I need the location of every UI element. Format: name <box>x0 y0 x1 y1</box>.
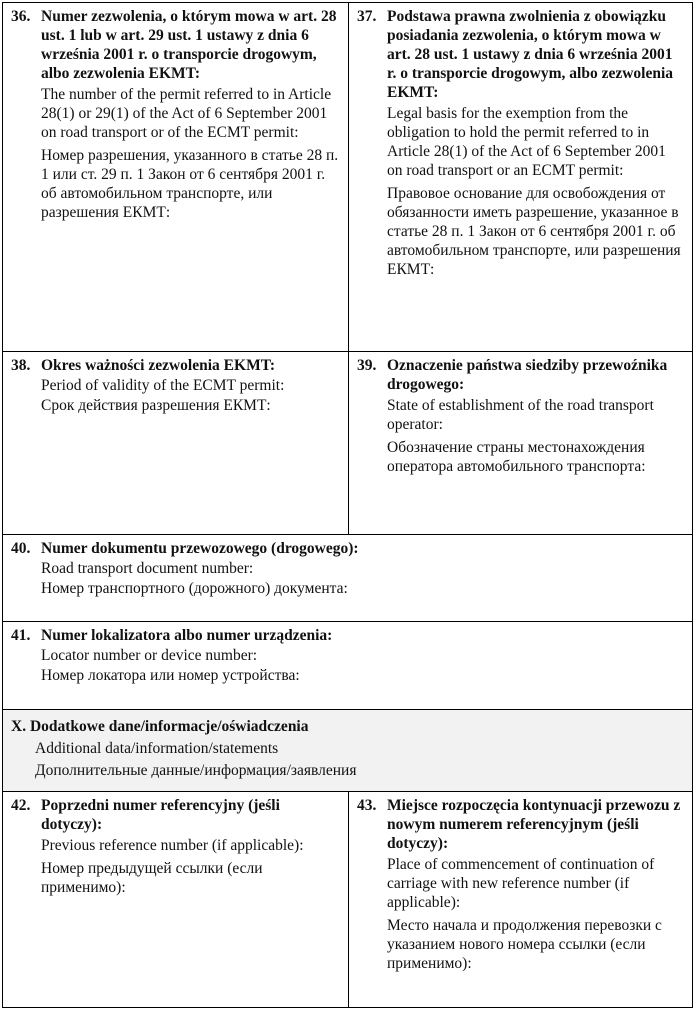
transport-form-page <box>2 2 693 1008</box>
field-39-title-pl: Oznaczenie państwa siedziby przewoźnika drogowego: <box>387 357 668 393</box>
field-36-title-ru: Номер разрешения, указанного в статье 28 п. 1 или ст. 29 п. 1 Закон от 6 сентября 2001 г. об автомобильном транспорте, или разрешения ЕКМТ: <box>41 147 339 221</box>
field-36[interactable] <box>3 3 348 351</box>
field-43-number: 43. <box>357 797 377 814</box>
field-39-title-en: State of establishment of the road transport operator: <box>387 397 654 433</box>
section-x-header <box>3 709 692 791</box>
field-38-number: 38. <box>11 357 31 374</box>
field-36-title-en: The number of the permit referred to in Article 28(1) or 29(1) of the Act of 6 September 2001 on road transport or of the ECMT permit: <box>41 86 332 141</box>
field-40-title-ru: Номер транспортного (дорожного) документа: <box>41 580 348 597</box>
field-37-number: 37. <box>357 8 377 25</box>
field-37-title-ru: Правовое основание для освобождения от обязанности иметь разрешение, указанное в статье 28 п. 1 Закон от 6 сентября 2001 г. об автомобильном транспорте, или разрешения ЕКМТ: <box>387 185 681 278</box>
field-39[interactable] <box>348 351 692 534</box>
field-38-title-en: Period of validity of the ECMT permit: <box>41 377 285 394</box>
field-43-title-ru: Место начала и продолжения перевозки с указанием нового номера ссылки (если применимо): <box>387 917 662 972</box>
field-43[interactable] <box>348 791 692 1007</box>
field-42-number: 42. <box>11 797 31 814</box>
field-40-number: 40. <box>11 540 31 557</box>
field-42-title-en: Previous reference number (if applicable): <box>41 837 304 854</box>
field-38-title-pl: Okres ważności zezwolenia EKMT: <box>41 357 276 374</box>
field-36-title-pl: Numer zezwolenia, o którym mowa w art. 28 ust. 1 lub w art. 29 ust. 1 ustawy z dnia 6 września 2001 r. o transporcie drogowym, albo zezwolenia EKMT: <box>41 8 337 82</box>
field-40[interactable] <box>3 534 692 621</box>
field-43-title-pl: Miejsce rozpoczęcia kontynuacji przewozu z nowym numerem referencyjnym (jeśli dotyczy): <box>387 797 681 852</box>
field-43-title-en: Place of commencement of continuation of carriage with new reference number (if applicable): <box>387 856 655 911</box>
field-41-number: 41. <box>11 627 31 644</box>
field-37[interactable] <box>348 3 692 351</box>
field-37-title-en: Legal basis for the exemption from the obligation to hold the permit referred to in Article 28(1) of the Act of 6 September 2001 on road transport or an ECMT permit: <box>387 105 666 179</box>
field-42-title-ru: Номер предыдущей ссылки (если применимо): <box>41 860 263 896</box>
field-38-title-ru: Срок действия разрешения ЕКМТ: <box>41 397 271 414</box>
field-41-title-en: Locator number or device number: <box>41 647 258 664</box>
field-39-title-ru: Обозначение страны местонахождения оператора автомобильного транспорта: <box>387 439 646 475</box>
field-42-title-pl: Poprzedni numer referencyjny (jeśli dotyczy): <box>41 797 280 833</box>
field-38[interactable] <box>3 351 348 534</box>
field-40-title-pl: Numer dokumentu przewozowego (drogowego): <box>41 540 359 557</box>
field-41-title-pl: Numer lokalizatora albo numer urządzenia: <box>41 627 333 644</box>
field-37-title-pl: Podstawa prawna zwolnienia z obowiązku posiadania zezwolenia, o którym mowa w art. 28 ust. 1 ustawy z dnia 6 września 2001 r. o transporcie drogowym, albo zezwolenia EKMT: <box>387 8 674 101</box>
field-40-title-en: Road transport document number: <box>41 560 254 577</box>
field-39-number: 39. <box>357 357 377 374</box>
field-36-number: 36. <box>11 8 31 25</box>
field-42[interactable] <box>3 791 348 1007</box>
section-x-title: X. Dodatkowe dane/informacje/oświadczenia <box>11 718 309 735</box>
field-41[interactable] <box>3 621 692 709</box>
section-x-title-en: Additional data/information/statements <box>35 740 279 757</box>
section-x-title-ru: Дополнительные данные/информация/заявления <box>35 762 357 779</box>
field-41-title-ru: Номер локатора или номер устройства: <box>41 667 300 684</box>
